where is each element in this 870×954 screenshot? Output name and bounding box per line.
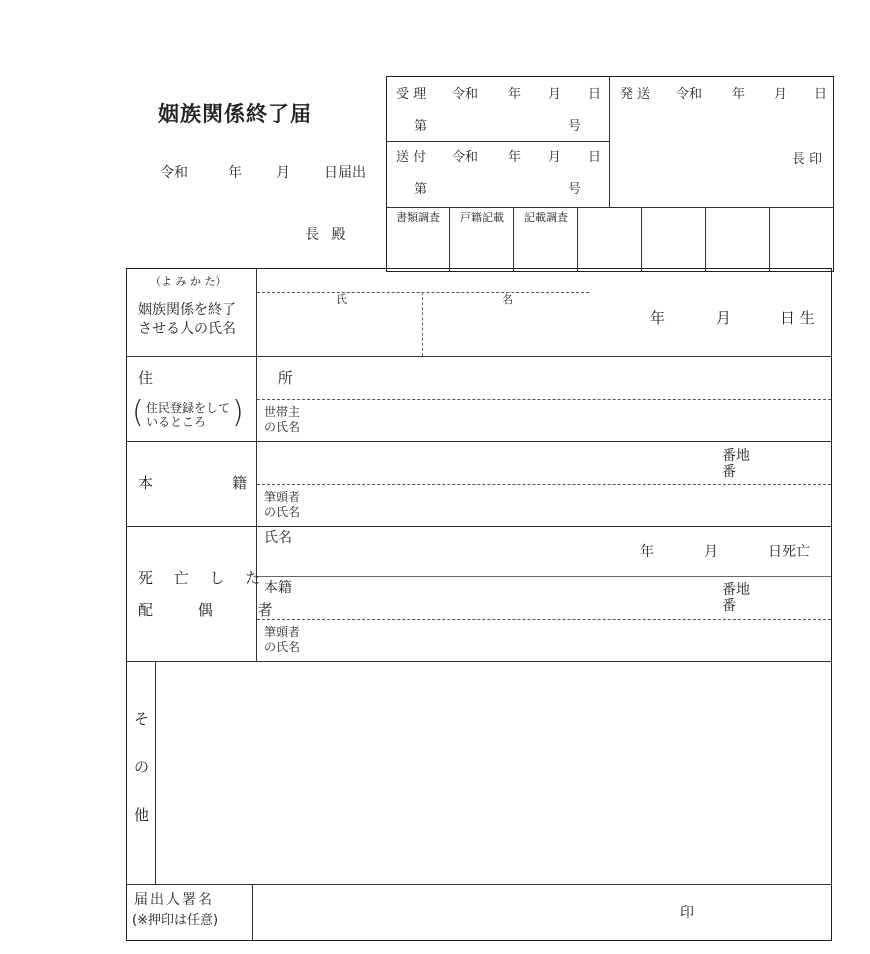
- death-month-unit: 月: [704, 544, 718, 560]
- death-day-unit: 日死亡: [768, 544, 810, 560]
- received-number-prefix: 第: [414, 119, 428, 134]
- filing-era: 令和: [160, 165, 188, 181]
- received-era: 令和: [452, 87, 479, 102]
- address-sub-line1: 住民登録をして: [146, 401, 231, 415]
- sent-number-prefix: 第: [414, 182, 428, 197]
- family-head-label-line2: の氏名: [264, 505, 301, 519]
- dispatched-month: 月: [774, 87, 788, 102]
- received-number-suffix: 号: [568, 119, 582, 134]
- birth-month-unit: 月: [716, 309, 732, 327]
- check-entry-review: 記載調査: [524, 211, 568, 224]
- family-head-name-field[interactable]: [320, 488, 828, 523]
- spouse-domicile-field[interactable]: [300, 579, 710, 616]
- check-registry-entry: 戸籍記載: [460, 211, 504, 224]
- other-label-char1: そ: [134, 710, 150, 728]
- domicile-label-left: 本: [138, 474, 154, 492]
- name-reading-label: （よ み か た）: [150, 275, 227, 288]
- spouse-label-line1: 死 亡 し た: [138, 569, 269, 587]
- chief-seal: 長 印: [792, 152, 823, 167]
- filing-day-unit: 日届出: [324, 165, 366, 181]
- death-year-unit: 年: [640, 544, 654, 560]
- sent-day: 日: [588, 150, 602, 165]
- spouse-family-head-label-line1: 筆頭者: [264, 625, 301, 639]
- given-name-label: 名: [502, 293, 513, 306]
- received-day: 日: [588, 87, 602, 102]
- office-use-box: [386, 76, 834, 272]
- surname-label: 氏: [336, 293, 347, 306]
- sent-label: 送 付: [396, 150, 427, 165]
- dispatched-year: 年: [732, 87, 746, 102]
- dispatched-era: 令和: [676, 87, 703, 102]
- filing-year-unit: 年: [228, 165, 242, 181]
- paren-close-icon: ): [232, 395, 244, 430]
- spouse-family-head-label-line2: の氏名: [264, 640, 301, 654]
- householder-label-line2: の氏名: [264, 420, 301, 434]
- filing-month-unit: 月: [276, 165, 290, 181]
- form-title: 姻族関係終了届: [158, 102, 312, 126]
- signature-field[interactable]: [258, 889, 668, 937]
- spouse-domicile-banchi: 番地: [722, 582, 750, 598]
- householder-name-field[interactable]: [320, 403, 828, 438]
- sent-month: 月: [548, 150, 562, 165]
- dispatched-day: 日: [814, 87, 828, 102]
- birth-day-unit: 日 生: [780, 309, 815, 327]
- received-year: 年: [508, 87, 522, 102]
- surname-field[interactable]: [262, 298, 418, 352]
- name-label-line2: させる人の氏名: [138, 321, 236, 337]
- other-label-char2: の: [134, 758, 150, 776]
- domicile-ban: 番: [722, 464, 736, 480]
- sent-number-suffix: 号: [568, 182, 582, 197]
- spouse-label-line2: 配 偶 者: [138, 601, 293, 619]
- family-head-label-line1: 筆頭者: [264, 490, 301, 504]
- domicile-label-right: 籍: [232, 474, 248, 492]
- address-sub-line2: いるところ: [146, 415, 207, 429]
- addressee: 長 殿: [305, 227, 350, 243]
- signature-label-line2: (※押印は任意): [132, 913, 219, 928]
- address-field[interactable]: [260, 360, 828, 396]
- spouse-domicile-ban: 番: [722, 598, 736, 614]
- signature-label-line1: 届出人署名: [134, 892, 214, 908]
- dispatched-label: 発 送: [620, 87, 651, 102]
- householder-label-line1: 世帯主: [264, 405, 301, 419]
- name-label-line1: 姻族関係を終了: [138, 302, 236, 318]
- address-label: 住 所: [138, 369, 353, 387]
- paren-open-icon: (: [132, 395, 144, 430]
- given-name-field[interactable]: [428, 298, 588, 352]
- other-notes-field[interactable]: [160, 666, 828, 880]
- spouse-domicile-label: 本籍: [264, 580, 292, 596]
- received-label: 受 理: [396, 87, 427, 102]
- spouse-family-head-name-field[interactable]: [320, 622, 828, 658]
- received-month: 月: [548, 87, 562, 102]
- birth-year-unit: 年: [650, 309, 666, 327]
- domicile-field[interactable]: [260, 445, 710, 481]
- check-document-review: 書類調査: [396, 211, 440, 224]
- domicile-banchi: 番地: [722, 448, 750, 464]
- spouse-name-label: 氏名: [264, 530, 292, 546]
- spouse-name-field[interactable]: [296, 530, 626, 572]
- other-label-char3: 他: [134, 806, 150, 824]
- sent-year: 年: [508, 150, 522, 165]
- sent-era: 令和: [452, 150, 479, 165]
- signature-seal: 印: [680, 905, 694, 921]
